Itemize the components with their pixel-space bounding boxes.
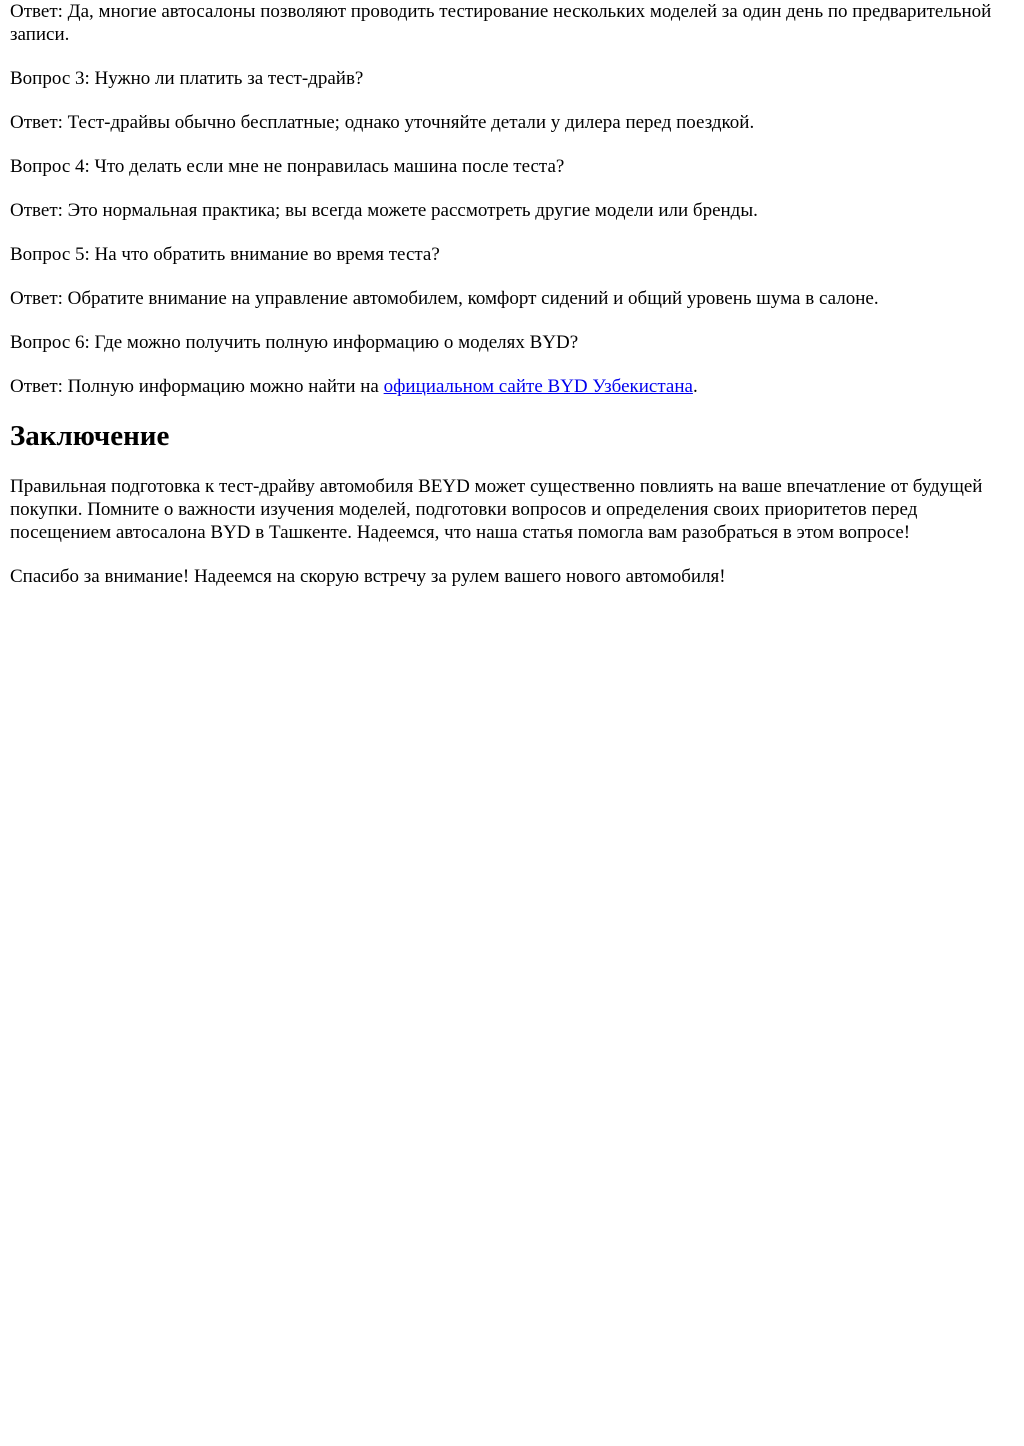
faq-question-4: Вопрос 4: Что делать если мне не понравилась машина после теста? [10,156,565,177]
faq-answer-5: Ответ: Обратите внимание на управление автомобилем, комфорт сидений и общий уровень шума в салоне. [10,288,879,309]
faq-question-5: Вопрос 5: На что обратить внимание во время теста? [10,244,440,265]
conclusion-paragraph: Правильная подготовка к тест-драйву автомобиля BEYD может существенно повлиять на ваше впечатление от будущей покупки. Помните о важности изучения моделей, подготовки вопросов и определения своих приоритетов перед посещением автосалона BYD в Ташкенте. Надеемся, что наша статья помогла вам разобраться в этом вопросе! [10,476,983,543]
faq-answer-6 [10,375,1014,398]
conclusion-heading: Заключение [10,420,170,452]
article-body [0,0,1024,588]
faq-answer-6-suffix: . [692,376,698,397]
faq-answer-3: Ответ: Тест-драйвы обычно бесплатные; однако уточняйте детали у дилера перед поездкой. [10,112,755,133]
closing-paragraph: Спасибо за внимание! Надеемся на скорую встречу за рулем вашего нового автомобиля! [10,566,726,587]
faq-answer-6-prefix: Ответ: Полную информацию можно найти на [10,376,384,397]
faq-question-3: Вопрос 3: Нужно ли платить за тест-драйв? [10,68,364,89]
official-site-link[interactable]: официальном сайте BYD Узбекистана [383,376,693,397]
faq-answer-4: Ответ: Это нормальная практика; вы всегда можете рассмотреть другие модели или бренды. [10,200,758,221]
faq-answer-2: Ответ: Да, многие автосалоны позволяют проводить тестирование нескольких моделей за один день по предварительной записи. [10,1,992,45]
faq-question-6: Вопрос 6: Где можно получить полную информацию о моделях BYD? [10,332,579,353]
